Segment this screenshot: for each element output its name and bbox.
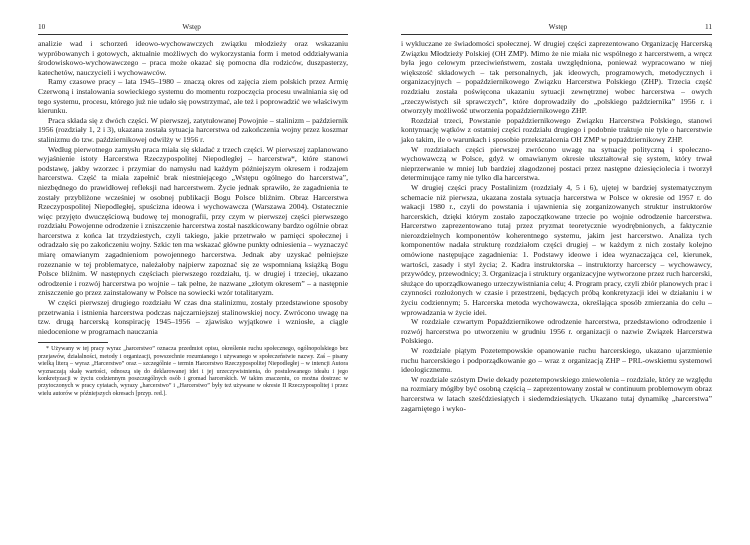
footnote (38, 346, 348, 398)
paragraph: analizie wad i schorzeń ideowo-wychowawczych związku młodzieży oraz wskazaniu wypróbowanych i gotowych, aktualnie możliwych do wykorzystania form i metod oddziaływania środowiskowo-wychowawczego – praca może okazać się pomocna dla rodziców, duszpasterzy, katechetów, nauczycieli i wychowawców. (38, 39, 348, 77)
footnote-text: * Używany w tej pracy wyraz „harcerstwo” oznacza przedmiot opisu, określenie ruchu społecznego, ogólnopolskiego bez przejawów, działalności, metody i organizacji, powszechnie rozumianego i używanego w społeczeństwie nazwy. Zaś – pisany wielką literą – wyraz „Harcerstwo” oraz – szczególnie – termin Harcerstwo Rzeczypospolitej Niepodległej – w intencji Autora wyznaczają skalę wartości, odnoszą się do deklarowanej idei i jej urzeczywistnienia, do postulowanego ideału i jego konkretyzacji w życiu codziennym poszczególnych osób i gromad harcerskich. W takim znaczeniu, co można dostrzec w przytoczonych w pracy cytatach, wyrazy „harcerstwo” i „Harcerstwo” były też używane w okresie II Rzeczypospolitej i przez wielu autorów w późniejszych okresach [przyp. red.]. (38, 346, 348, 397)
right-page (375, 0, 750, 545)
paragraph: W rozdziale czwartym Popaździernikowe odrodzenie harcerstwa, przedstawiono odrodzenie i rozwój harcerstwa po utworzeniu w grudniu 1956 r. organizacji o nazwie Związek Harcerstwa Polskiego. (401, 317, 712, 346)
paragraph: Ramy czasowe pracy – lata 1945–1980 – znaczą okres od zajęcia ziem polskich przez Armię Czerwoną i instalowania sowieckiego systemu do momentu rozpoczęcia procesu uwalniania się od tego systemu, procesu, którego już nie udało się powstrzymać, ale też i poprowadzić we właściwym kierunku. (38, 77, 348, 116)
paragraph: W drugiej części pracy Postalinizm (rozdziały 4, 5 i 6), ujętej w bardziej systematycznym schemacie niż pierwsza, ukazana została sytuacja harcerstwa w Polsce w okresie od 1957 r. do wakacji 1980 r., czyli do powstania i ujawnienia się zorganizowanych struktur instruktorów harcerskich, dzięki którym zostało zapoczątkowane trzecie po wojnie odrodzenie harcerstwa. Harcerstwo zaprezentowano tutaj przez pryzmat teoretycznie wyodrębnionych, a faktycznie nierozdzielnych komponentów koherentnego systemu, jakim jest harcerstwo. Analiza tych komponentów nadała strukturę rozdziałom części drugiej – w każdym z nich zostały kolejno omówione następujące zagadnienia: 1. Podstawy ideowe i idea wyznaczająca cel, kierunek, wartości, zasady i styl życia; 2. Kadra instruktorska – instruktorzy harcerscy – wychowawcy, przywódcy, przewodnicy; 3. Organizacja i struktury organizacyjne wytworzone przez ruch harcerski, służące do uporządkowanego urzeczywistniania celu; 4. Program pracy, czyli zbiór planowych prac i czynności rozłożonych w czasie i przestrzeni, będących próbą konkretyzacji idei w działaniu i w życiu codziennym; 5. Harcerska metoda wychowawcza, określająca sposób zmierzania do celu – wprowadzania w życie idei. (401, 182, 712, 317)
running-head-title: Wstęp (182, 22, 201, 31)
page-number: 11 (704, 22, 712, 31)
running-head (401, 22, 712, 35)
page-number: 10 (38, 22, 46, 31)
paragraph: i wykluczane ze świadomości społecznej. W drugiej części zaprezentowano Organizację Harcerską Związku Młodzieży Polskiej (OH ZMP). Mimo że nie miała nic wspólnego z harcerstwem, a wręcz była jego celowym przeciwieństwem, została uwzględniona, ponieważ wypracowano w niej większość składowych – tak personalnych, jak ideowych, programowych, metodycznych i organizacyjnych – popaździernikowego Związku Harcerstwa Polskiego (ZHP). Trzecia część rozdziału została poświęcona ukazaniu sytuacji zewnętrznej wobec harcerstwa – owych „rzeczywistych sił sprawczych”, które doprowadziły do „polskiego października” 1956 r. i otworzyły możliwość utworzenia popaździernikowego ZHP. (401, 39, 712, 116)
paragraph: Według pierwotnego zamysłu praca miała się składać z trzech części. W pierwszej zaplanowano wyjaśnienie istoty Harcerstwa Rzeczypospolitej Niepodległej – harcerstwa*, które stanowi podstawę, jakby wzorzec i przymiar do namysłu nad każdym późniejszym okresem i rodzajem harcerstwa. Część ta miała zapełnić brak niestniejącego „Wstępu ogólnego do harcerstwa”, niezbędnego do prawidłowej refleksji nad harcerstwem. Życie jednak sprawiło, że zagadnienia te zostały przybliżone wcześniej w osobnej publikacji Bogu Polsce bliźnim. Obraz Harcerstwa Rzeczypospolitej Niepodległej, spuścizna ideowa i wychowawcza (Warszawa 2004). Ostatecznie więc przyjęto dwuczęściową budowę tej monografii, przy czym w pierwszej części pierwszego rozdziału Powojenne odrodzenie i zniszczenie harcerstwa został naszkicowany bardzo ogólnie obraz harcerstwa z końca lat trzydziestych, czyli takiego, jakie przetrwało w pamięci społecznej i odradzało się po zakończeniu wojny. Szkic ten ma wskazać główne punkty odniesienia – wyznaczyć miarę omawianym zagadnieniom powojennego harcerstwa. Jednak aby uzyskać pełniejsze rozeznanie w tej problematyce, należałoby najpierw zapoznać się ze wspomnianą książką Bogu Polsce bliźnim. W następnych częściach pierwszego rozdziału, tj. w drugiej i trzeciej, ukazano odrodzenie i rozwój harcerstwa po wojnie – tak pełne, że nazwane „złotym okresem” – a następnie zniszczenie go przez zainstalowany w Polsce na sowiecki wzór totalitaryzm. (38, 144, 348, 298)
paragraph: W części pierwszej drugiego rozdziału W czas dna stalinizmu, zostały przedstawione sposoby przetrwania i istnienia harcerstwa podczas najczarniejszej stalinowskiej nocy. Zwrócono uwagę na tzw. drugą harcerską konspirację 1945–1956 – zjawisko wyjątkowe i wzniosłe, a ciągle niedocenione w programach nauczania (38, 298, 348, 336)
running-head-title: Wstęp (548, 22, 568, 31)
paragraph: Rozdział trzeci, Powstanie popaździernikowego Związku Harcerstwa Polskiego, stanowi kontynuację wątków z ostatniej części rozdziału drugiego i podobnie traktuje nie tyle o harcerstwie jako takim, ile o warunkach i sposobie przekształcenia OH ZMP w popaździernikowy ZHP. (401, 115, 712, 144)
paragraph: W rozdziałach części pierwszej zwrócono uwagę na sytuację polityczną i społeczno-wychowawczą w Polsce, gdyż w omawianym okresie ukształtował się system, który trwał nieprzerwanie w mniej lub bardziej złagodzonej postaci przez następne dziesięciolecia i tworzył determinujące ramy nie tylko dla harcerstwa. (401, 144, 712, 183)
footnote-divider (38, 342, 108, 343)
paragraph: W rozdziale szóstym Dwie dekady pozetempowskiego zniewolenia – rozdziale, który ze względu na rozmiary mógłby być osobną częścią – zaprezentowany został w continuum problemowym obraz harcerstwa w latach sześćdziesiątych i siedemdziesiątych. Ukazano tutaj dynamikę „harcerstwa” zagarniętego i wyko- (401, 374, 712, 413)
body-text (401, 39, 712, 413)
paragraph: Praca składa się z dwóch części. W pierwszej, zatytułowanej Powojnie – stalinizm – październik 1956 (rozdziały 1, 2 i 3), ukazana została sytuacja harcerstwa od zakończenia wojny przez koszmar stalinizmu do tzw. październikowej odwilży w 1956 r. (38, 115, 348, 144)
body-text (38, 39, 348, 336)
paragraph: W rozdziale piątym Pozetempowskie opanowanie ruchu harcerskiego, ukazano ujarzmienie ruchu harcerskiego i podporządkowanie go – wraz z organizacją ZHP – PRL-owskiemu systemowi ideologicznemu. (401, 346, 712, 375)
running-head (38, 22, 348, 35)
